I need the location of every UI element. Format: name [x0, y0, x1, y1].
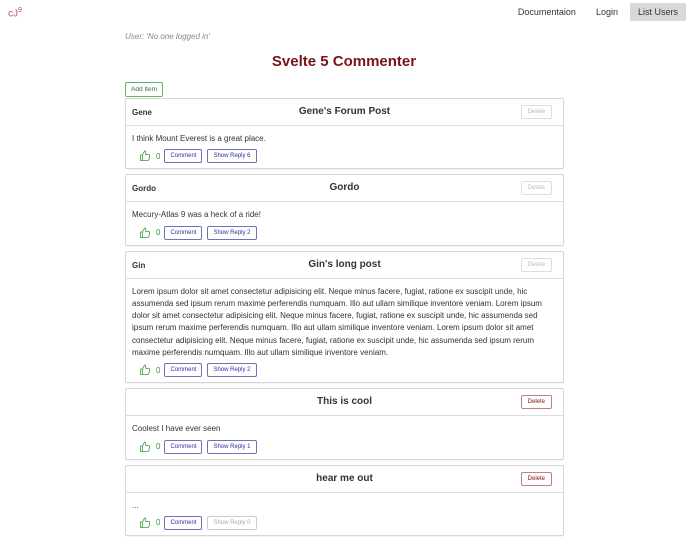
nav-list-users[interactable]: List Users: [630, 3, 686, 21]
thumbs-up-icon[interactable]: [139, 364, 151, 376]
comment-button[interactable]: Comment: [164, 149, 202, 163]
post-author: Gordo: [132, 184, 156, 194]
thumbs-up-icon[interactable]: [139, 227, 151, 239]
post-header: [126, 252, 563, 279]
like-count: 0: [156, 365, 161, 375]
post-author: Gin: [132, 260, 146, 270]
comment-button[interactable]: Comment: [164, 440, 202, 454]
post-body: Mecury-Atlas 9 was a heck of a ride!: [132, 210, 261, 220]
thumbs-up-icon[interactable]: [139, 441, 151, 453]
show-reply-button[interactable]: Show Reply 2: [207, 363, 256, 377]
delete-button[interactable]: Delete: [521, 105, 552, 119]
comment-button[interactable]: Comment: [164, 363, 202, 377]
post-actions: [126, 362, 563, 382]
post-body: Coolest I have ever seen: [132, 424, 221, 434]
post-body: Lorem ipsum dolor sit amet consectetur adipisicing elit. Neque minus facere, fugiat, ratione ex suscipit unde, hic assumenda sed ipsum rerum maxime perferendis numquam. Illo aut ullam similique inventore veniam. Lorem ipsum dolor sit amet consectetur adipisicing elit. Neque minus facere, fugiat, ratione ex suscipit unde, hic assumenda sed ipsum rerum maxime perferendis numquam. Illo aut ullam similique inventore veniam. Lorem ipsum dolor sit amet consectetur adipisicing elit. Neque minus facere, fugiat, ratione ex suscipit unde, hic assumenda sed ipsum rerum maxime perferendis numquam. Illo aut ullam similique inventore veniam.: [132, 286, 542, 358]
post-actions: [126, 225, 563, 245]
delete-button[interactable]: Delete: [521, 472, 552, 486]
user-status: User: 'No one logged in': [125, 32, 210, 41]
like-count: 0: [156, 518, 161, 528]
show-reply-button[interactable]: Show Reply 1: [207, 440, 256, 454]
add-item-button[interactable]: Add Item: [125, 82, 163, 97]
page-title: Svelte 5 Commenter: [271, 53, 417, 70]
post-header: [126, 99, 563, 126]
delete-button[interactable]: Delete: [521, 258, 552, 272]
like-count: 0: [156, 228, 161, 238]
show-reply-button[interactable]: Show Reply 6: [207, 149, 256, 163]
post-actions: [126, 515, 563, 535]
thumbs-up-icon[interactable]: [139, 517, 151, 529]
post-body: ...: [132, 500, 139, 510]
post-card: [125, 174, 564, 245]
comment-button[interactable]: Comment: [164, 516, 202, 530]
delete-button[interactable]: Delete: [521, 181, 552, 195]
post-actions: [126, 439, 563, 459]
post-header: [126, 389, 563, 416]
like-count: 0: [156, 442, 161, 452]
post-actions: [126, 148, 563, 168]
post-header: [126, 175, 563, 202]
post-title: Gordo: [329, 182, 360, 194]
post-card: [125, 251, 564, 384]
show-reply-button[interactable]: Show Reply 0: [207, 516, 256, 530]
app-logo[interactable]: $cJ^9$: [8, 7, 22, 20]
post-author: Gene: [132, 108, 153, 117]
post-list: [125, 98, 564, 541]
like-count: 0: [156, 151, 161, 161]
top-nav: [510, 3, 686, 21]
post-card: [125, 465, 564, 536]
post-card: [125, 388, 564, 459]
post-title: This is cool: [316, 396, 372, 408]
post-header: [126, 466, 563, 493]
delete-button[interactable]: Delete: [521, 395, 552, 409]
nav-documentation[interactable]: Documentaion: [517, 7, 576, 17]
post-card: [125, 98, 564, 169]
post-title: hear me out: [316, 472, 373, 484]
nav-login[interactable]: Login: [595, 7, 618, 17]
comment-button[interactable]: Comment: [164, 226, 202, 240]
thumbs-up-icon[interactable]: [139, 150, 151, 162]
show-reply-button[interactable]: Show Reply 2: [207, 226, 256, 240]
post-body: I think Mount Everest is a great place.: [132, 134, 266, 143]
post-title: Gene's Forum Post: [298, 106, 391, 117]
post-title: Gin's long post: [308, 258, 381, 270]
